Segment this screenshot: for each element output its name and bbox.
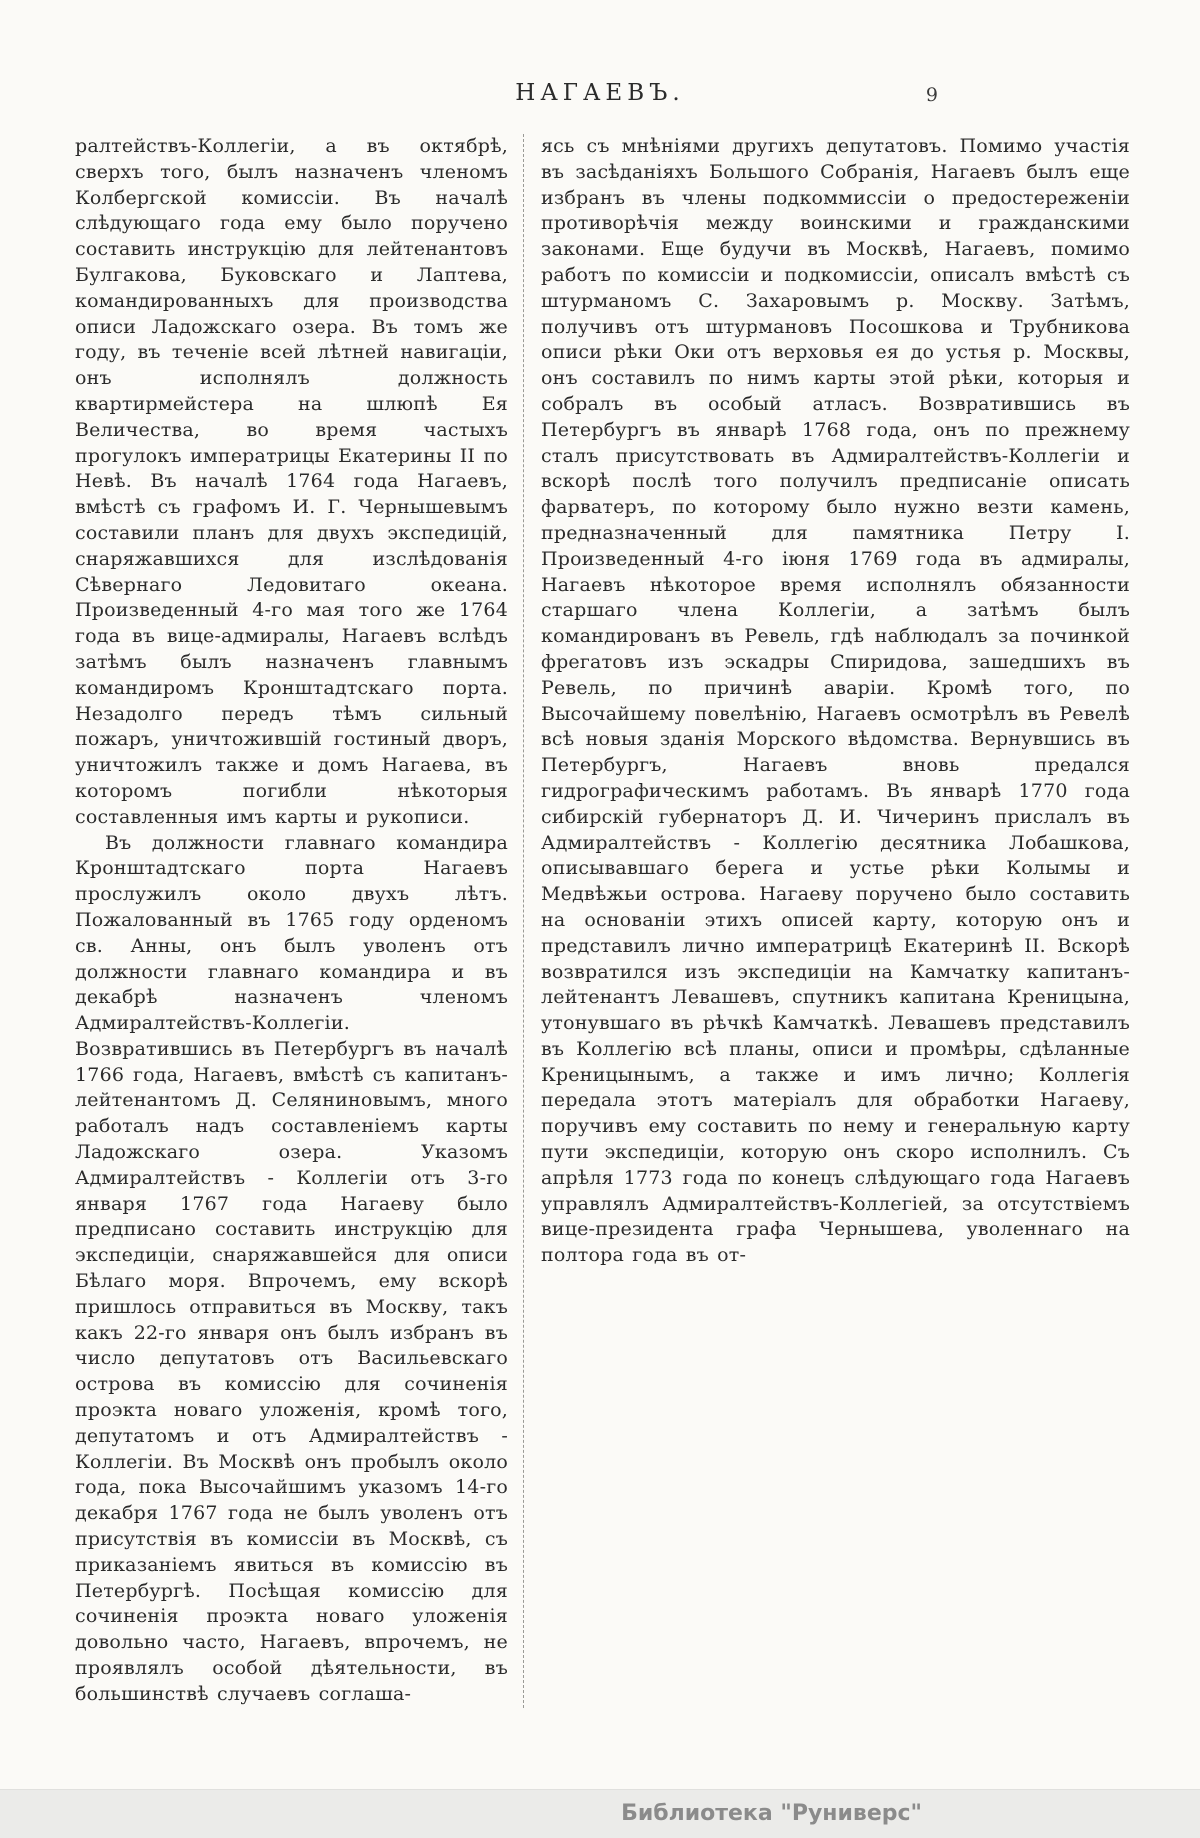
right-column [525, 134, 1130, 1269]
paragraph: Въ должности главнаго командира Кронштадтскаго порта Нагаевъ прослужилъ около двухъ лѣтъ. Пожалованный въ 1765 году орденомъ св. Анны, онъ былъ уволенъ отъ должности главнаго командира и въ декабрѣ назначенъ членомъ Адмиралтействъ-Коллегіи. Возвратившись въ Петербургъ въ началѣ 1766 года, Нагаевъ, вмѣстѣ съ капитанъ-лейтенантомъ Д. Селяниновымъ, много работалъ надъ составленіемъ карты Ладожскаго озера. Указомъ Адмиралтействъ - Коллегіи отъ 3-го января 1767 года Нагаеву было предписано составить инструкцію для экспедиціи, снаряжавшейся для описи Бѣлаго моря. Впрочемъ, ему вскорѣ пришлось отправиться въ Москву, такъ какъ 22-го января онъ былъ избранъ въ число депутатовъ отъ Васильевскаго острова въ комиссію для сочиненія проэкта новаго уложенія, кромѣ того, депутатомъ и отъ Адмиралтействъ - Коллегіи. Въ Москвѣ онъ пробылъ около года, пока Высочайшимъ указомъ 14-го декабря 1767 года не былъ уволенъ отъ присутствія въ комиссіи въ Москвѣ, съ приказаніемъ явиться въ комиссію въ Петербургѣ. Посѣщая комиссію для сочиненія проэкта новаго уложенія довольно часто, Нагаевъ, впрочемъ, не проявлялъ особой дѣятельности, въ большинствѣ случаевъ соглаша- [75, 831, 508, 1705]
watermark-bar [0, 1789, 1200, 1838]
left-column [75, 134, 523, 1708]
text-columns [0, 120, 1200, 1708]
page-number: 9 [925, 84, 938, 106]
library-watermark: Библиотека "Руниверс" [621, 1801, 922, 1826]
page-header [0, 0, 1200, 120]
paragraph-continuation: ясь съ мнѣніями другихъ депутатовъ. Помимо участія въ засѣданіяхъ Большого Собранія, Нагаевъ былъ еще избранъ въ члены подкоммиссіи о предостереженіи противорѣчія между воинскими и гражданскими законами. Еще будучи въ Москвѣ, Нагаевъ, помимо работъ по комиссіи и подкомиссіи, описалъ вмѣстѣ съ штурманомъ С. Захаровымъ р. Москву. Затѣмъ, получивъ отъ штурмановъ Посошкова и Трубникова описи рѣки Оки отъ верховья ея до устья р. Москвы, онъ составилъ по нимъ карты этой рѣки, которыя и собралъ въ особый атласъ. Возвратившись въ Петербургъ въ январѣ 1768 года, онъ по прежнему сталъ присутствовать въ Адмиралтействъ-Коллегіи и вскорѣ послѣ того получилъ предписаніе описать фарватеръ, по которому было нужно везти камень, предназначенный для памятника Петру I. Произведенный 4-го іюня 1769 года въ адмиралы, Нагаевъ нѣкоторое время исполнялъ обязанности старшаго члена Коллегіи, а затѣмъ былъ командированъ въ Ревель, гдѣ наблюдалъ за починкой фрегатовъ изъ эскадры Спиридова, зашедшихъ въ Ревель, по причинѣ аваріи. Кромѣ того, по Высочайшему повелѣнію, Нагаевъ осмотрѣлъ въ Ревелѣ всѣ новыя зданія Морского вѣдомства. Вернувшись въ Петербургъ, Нагаевъ вновь предался гидрографическимъ работамъ. Въ январѣ 1770 года сибирскій губернаторъ Д. И. Чичеринъ прислалъ въ Адмиралтействъ - Коллегію десятника Лобашкова, описывавшаго берега и устье рѣки Колымы и Медвѣжьи острова. Нагаеву поручено было составить на основаніи этихъ описей карту, которую онъ и представилъ лично императрицѣ Екатеринѣ II. Вскорѣ возвратился изъ экспедиціи на Камчатку капитанъ-лейтенантъ Левашевъ, спутникъ капитана Креницына, утонувшаго въ рѣчкѣ Камчаткѣ. Левашевъ представилъ въ Коллегію всѣ планы, описи и промѣры, сдѣланные Креницынымъ, а также и имъ лично; Коллегія передала этотъ матеріалъ для обработки Нагаеву, поручивъ ему составить по нему и генеральную карту пути экспедиціи, которую онъ скоро исполнилъ. Съ апрѣля 1773 года по конецъ слѣдующаго года Нагаевъ управлялъ Адмиралтействъ-Коллегіей, за отсутствіемъ вице-президента графа Чернышева, уволеннаго на полтора года въ от- [541, 135, 1130, 1267]
running-title: НАГАЕВЪ. [515, 80, 685, 106]
paragraph-continuation: ралтействъ-Коллегіи, а въ октябрѣ, сверхъ того, былъ назначенъ членомъ Колбергской комиссіи. Въ началѣ слѣдующаго года ему было поручено составить инструкцію для лейтенантовъ Булгакова, Буковскаго и Лаптева, командированныхъ для производства описи Ладожскаго озера. Въ томъ же году, въ теченіе всей лѣтней навигаціи, онъ исполнялъ должность квартирмейстера на шлюпѣ Ея Величества, во время частыхъ прогулокъ императрицы Екатерины II по Невѣ. Въ началѣ 1764 года Нагаевъ, вмѣстѣ съ графомъ И. Г. Чернышевымъ составили планъ для двухъ экспедицій, снаряжавшихся для изслѣдованія Сѣвернаго Ледовитаго океана. Произведенный 4-го мая того же 1764 года въ вице-адмиралы, Нагаевъ вслѣдъ затѣмъ былъ назначенъ главнымъ командиромъ Кронштадтскаго порта. Незадолго передъ тѣмъ сильный пожаръ, уничтожившій гостиный дворъ, уничтожилъ также и домъ Нагаева, въ которомъ погибли нѣкоторыя составленныя имъ карты и рукописи. [75, 135, 508, 828]
